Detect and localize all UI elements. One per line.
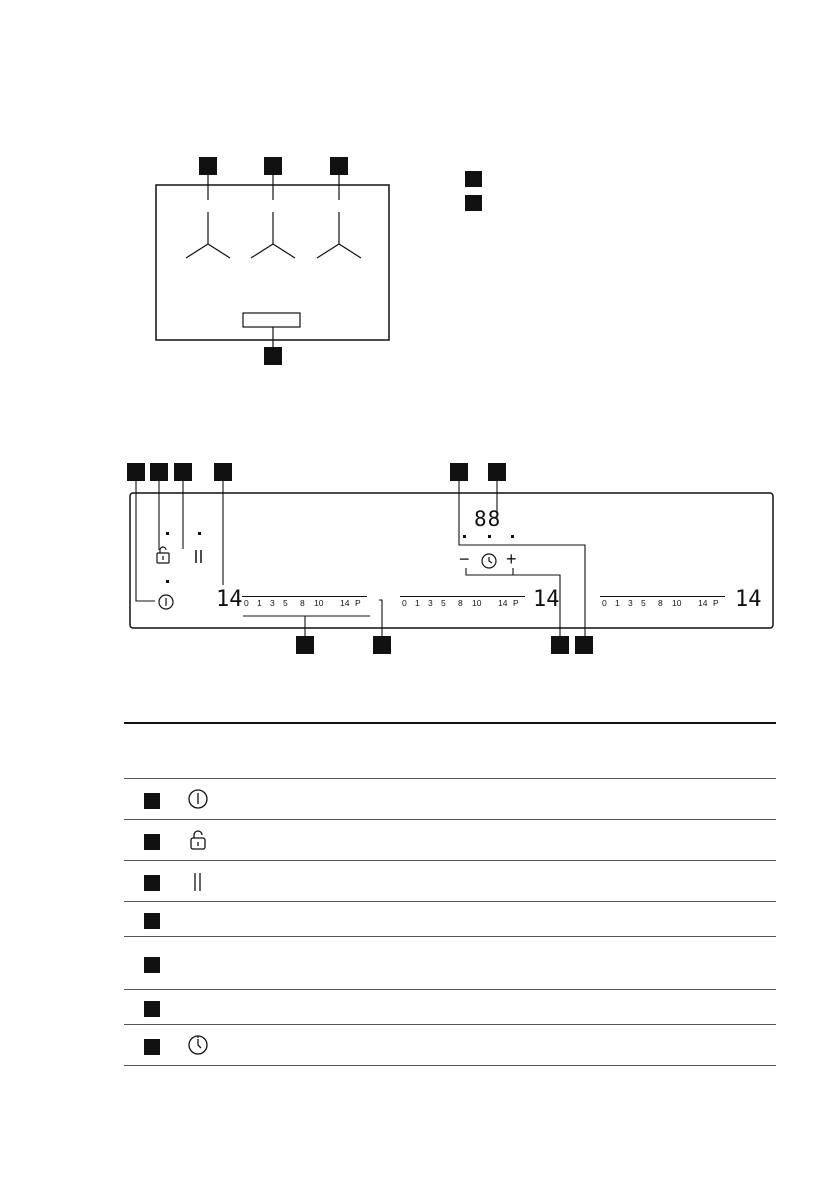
timer-plus-button[interactable]: + <box>506 549 517 569</box>
leader-lines <box>136 481 585 636</box>
power-level-label[interactable]: 3 <box>270 598 275 608</box>
callout-marker-10 <box>575 636 593 654</box>
pause-sensor-icon <box>196 550 201 563</box>
callout-marker-8 <box>373 636 391 654</box>
power-level-label[interactable]: P <box>513 598 519 608</box>
power-level-label[interactable]: 8 <box>300 598 305 608</box>
table-row <box>124 902 776 937</box>
scale-line <box>600 596 725 597</box>
callout-marker-1 <box>127 463 145 481</box>
power-level-label[interactable]: 0 <box>244 598 249 608</box>
table-row <box>124 861 776 902</box>
power-level-label[interactable]: P <box>355 598 361 608</box>
callout-marker-9 <box>551 636 569 654</box>
pause-icon <box>186 869 210 893</box>
row-number-marker <box>144 913 160 929</box>
row-number-marker <box>144 875 160 891</box>
power-level-label[interactable]: 3 <box>628 598 633 608</box>
row-number-marker <box>144 957 160 973</box>
callout-marker-7 <box>296 636 314 654</box>
callout-marker-5 <box>450 463 468 481</box>
power-icon <box>186 787 210 811</box>
scale-line <box>400 596 525 597</box>
zone-display-3: 14 <box>735 587 762 612</box>
callout-marker-4 <box>214 463 232 481</box>
power-level-label[interactable]: 14 <box>698 598 708 608</box>
power-level-label[interactable]: 0 <box>602 598 607 608</box>
row-number-marker <box>144 1039 160 1055</box>
zone-display-2: 14 <box>533 587 560 612</box>
power-level-label[interactable]: 10 <box>472 598 482 608</box>
table-row <box>124 990 776 1025</box>
row-number-marker <box>144 793 160 809</box>
power-level-label[interactable]: 1 <box>257 598 262 608</box>
power-level-label[interactable]: 10 <box>314 598 324 608</box>
timer-display: 88 <box>474 507 502 531</box>
power-sensor-icon <box>159 595 173 609</box>
power-level-label[interactable]: 5 <box>441 598 446 608</box>
table-row <box>124 1025 776 1066</box>
power-level-label[interactable]: P <box>713 598 719 608</box>
power-level-label[interactable]: 14 <box>340 598 350 608</box>
table-row <box>124 937 776 990</box>
power-level-label[interactable]: 1 <box>615 598 620 608</box>
power-level-label[interactable]: 5 <box>283 598 288 608</box>
row-number-marker <box>144 834 160 850</box>
scale-line <box>242 596 367 597</box>
power-level-label[interactable]: 10 <box>672 598 682 608</box>
functions-table <box>124 722 776 1066</box>
table-header <box>124 722 776 779</box>
table-row <box>124 779 776 820</box>
timer-minus-button[interactable]: − <box>459 549 470 569</box>
callout-marker-6 <box>488 463 506 481</box>
power-level-label[interactable]: 5 <box>641 598 646 608</box>
timer-sensor-icon <box>482 554 496 568</box>
power-level-label[interactable]: 8 <box>658 598 663 608</box>
table-row <box>124 820 776 861</box>
timer-icon <box>186 1033 210 1057</box>
callout-marker-2 <box>150 463 168 481</box>
power-level-label[interactable]: 14 <box>498 598 508 608</box>
power-level-label[interactable]: 0 <box>402 598 407 608</box>
lock-icon <box>186 828 210 852</box>
callout-marker-3 <box>174 463 192 481</box>
zone-display-1: 14 <box>216 587 243 612</box>
power-level-label[interactable]: 1 <box>415 598 420 608</box>
row-number-marker <box>144 1001 160 1017</box>
power-level-label[interactable]: 3 <box>428 598 433 608</box>
power-level-label[interactable]: 8 <box>458 598 463 608</box>
